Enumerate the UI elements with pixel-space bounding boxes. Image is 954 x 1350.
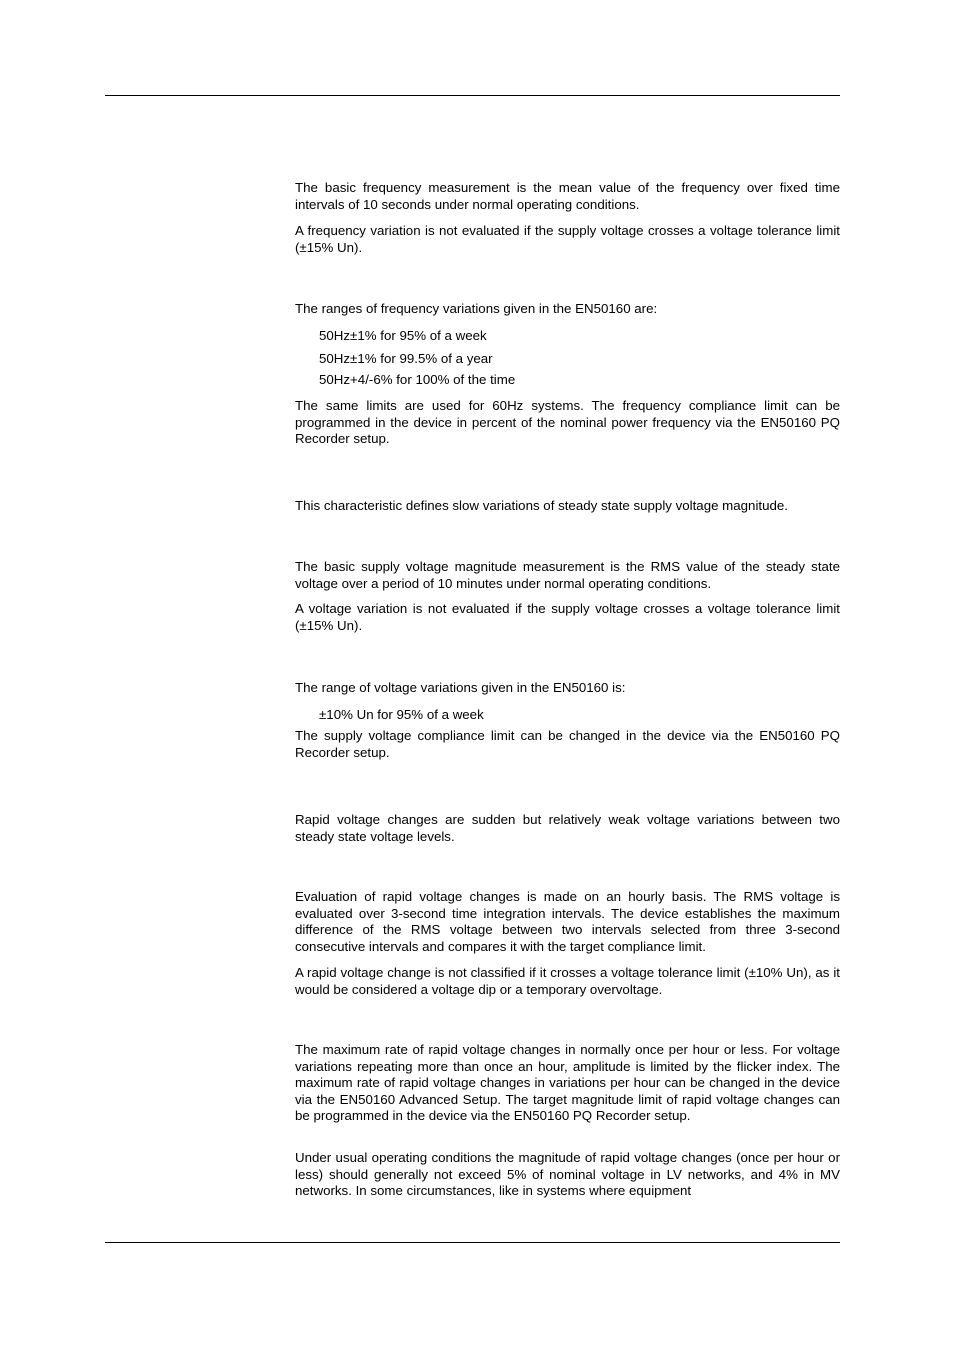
paragraph-rapid-changes-definition: Rapid voltage changes are sudden but relatively weak voltage variations between two steady state voltage levels. [295, 812, 840, 844]
paragraph-voltage-measurement: The basic supply voltage magnitude measurement is the RMS value of the steady state voltage over a period of 10 minutes under normal operating conditions. [295, 559, 840, 591]
paragraph-frequency-ranges-intro: The ranges of frequency variations given in the EN50160 are: [295, 301, 658, 316]
list-item: 50Hz+4/-6% for 100% of the time [319, 372, 516, 387]
header-rule [105, 95, 840, 96]
list-item: 50Hz±1% for 99.5% of a year [319, 351, 493, 366]
paragraph-rapid-changes-magnitude: Under usual operating conditions the magnitude of rapid voltage changes (once per hour or less) should generally not exceed 5% of nominal voltage in LV networks, and 4% in MV networks. In some circumstances, like in systems where equipment [295, 1150, 840, 1198]
list-item: ±10% Un for 95% of a week [319, 707, 484, 722]
paragraph-frequency-tolerance: A frequency variation is not evaluated if the supply voltage crosses a voltage tolerance limit (±15% Un). [295, 223, 840, 255]
paragraph-voltage-compliance: The supply voltage compliance limit can be changed in the device via the EN50160 PQ Recorder setup. [295, 728, 840, 760]
footer-rule [105, 1242, 840, 1243]
paragraph-rapid-changes-rate: The maximum rate of rapid voltage changes in normally once per hour or less. For voltage variations repeating more than once an hour, amplitude is limited by the flicker index. The maximum rate of rapid voltage changes in variations per hour can be changed in the device via the EN50160 Advanced Setup. The target magnitude limit of rapid voltage changes can be programmed in the device via the EN50160 PQ Recorder setup. [295, 1042, 840, 1123]
paragraph-voltage-tolerance: A voltage variation is not evaluated if the supply voltage crosses a voltage tolerance limit (±15% Un). [295, 601, 840, 633]
paragraph-60hz-limits: The same limits are used for 60Hz systems. The frequency compliance limit can be programmed in the device in percent of the nominal power frequency via the EN50160 PQ Recorder setup. [295, 398, 840, 446]
paragraph-slow-variations: This characteristic defines slow variations of steady state supply voltage magnitude. [295, 498, 788, 513]
paragraph-frequency-measurement: The basic frequency measurement is the mean value of the frequency over fixed time intervals of 10 seconds under normal operating conditions. [295, 180, 840, 212]
paragraph-rapid-changes-classification: A rapid voltage change is not classified if it crosses a voltage tolerance limit (±10% Un), as it would be considered a voltage dip or a temporary overvoltage. [295, 965, 840, 997]
list-item: 50Hz±1% for 95% of a week [319, 328, 487, 343]
paragraph-voltage-ranges-intro: The range of voltage variations given in the EN50160 is: [295, 680, 626, 695]
paragraph-rapid-changes-evaluation: Evaluation of rapid voltage changes is made on an hourly basis. The RMS voltage is evaluated over 3-second time integration intervals. The device establishes the maximum difference of the RMS voltage between two intervals selected from three 3-second consecutive intervals and compares it with the target compliance limit. [295, 889, 840, 954]
